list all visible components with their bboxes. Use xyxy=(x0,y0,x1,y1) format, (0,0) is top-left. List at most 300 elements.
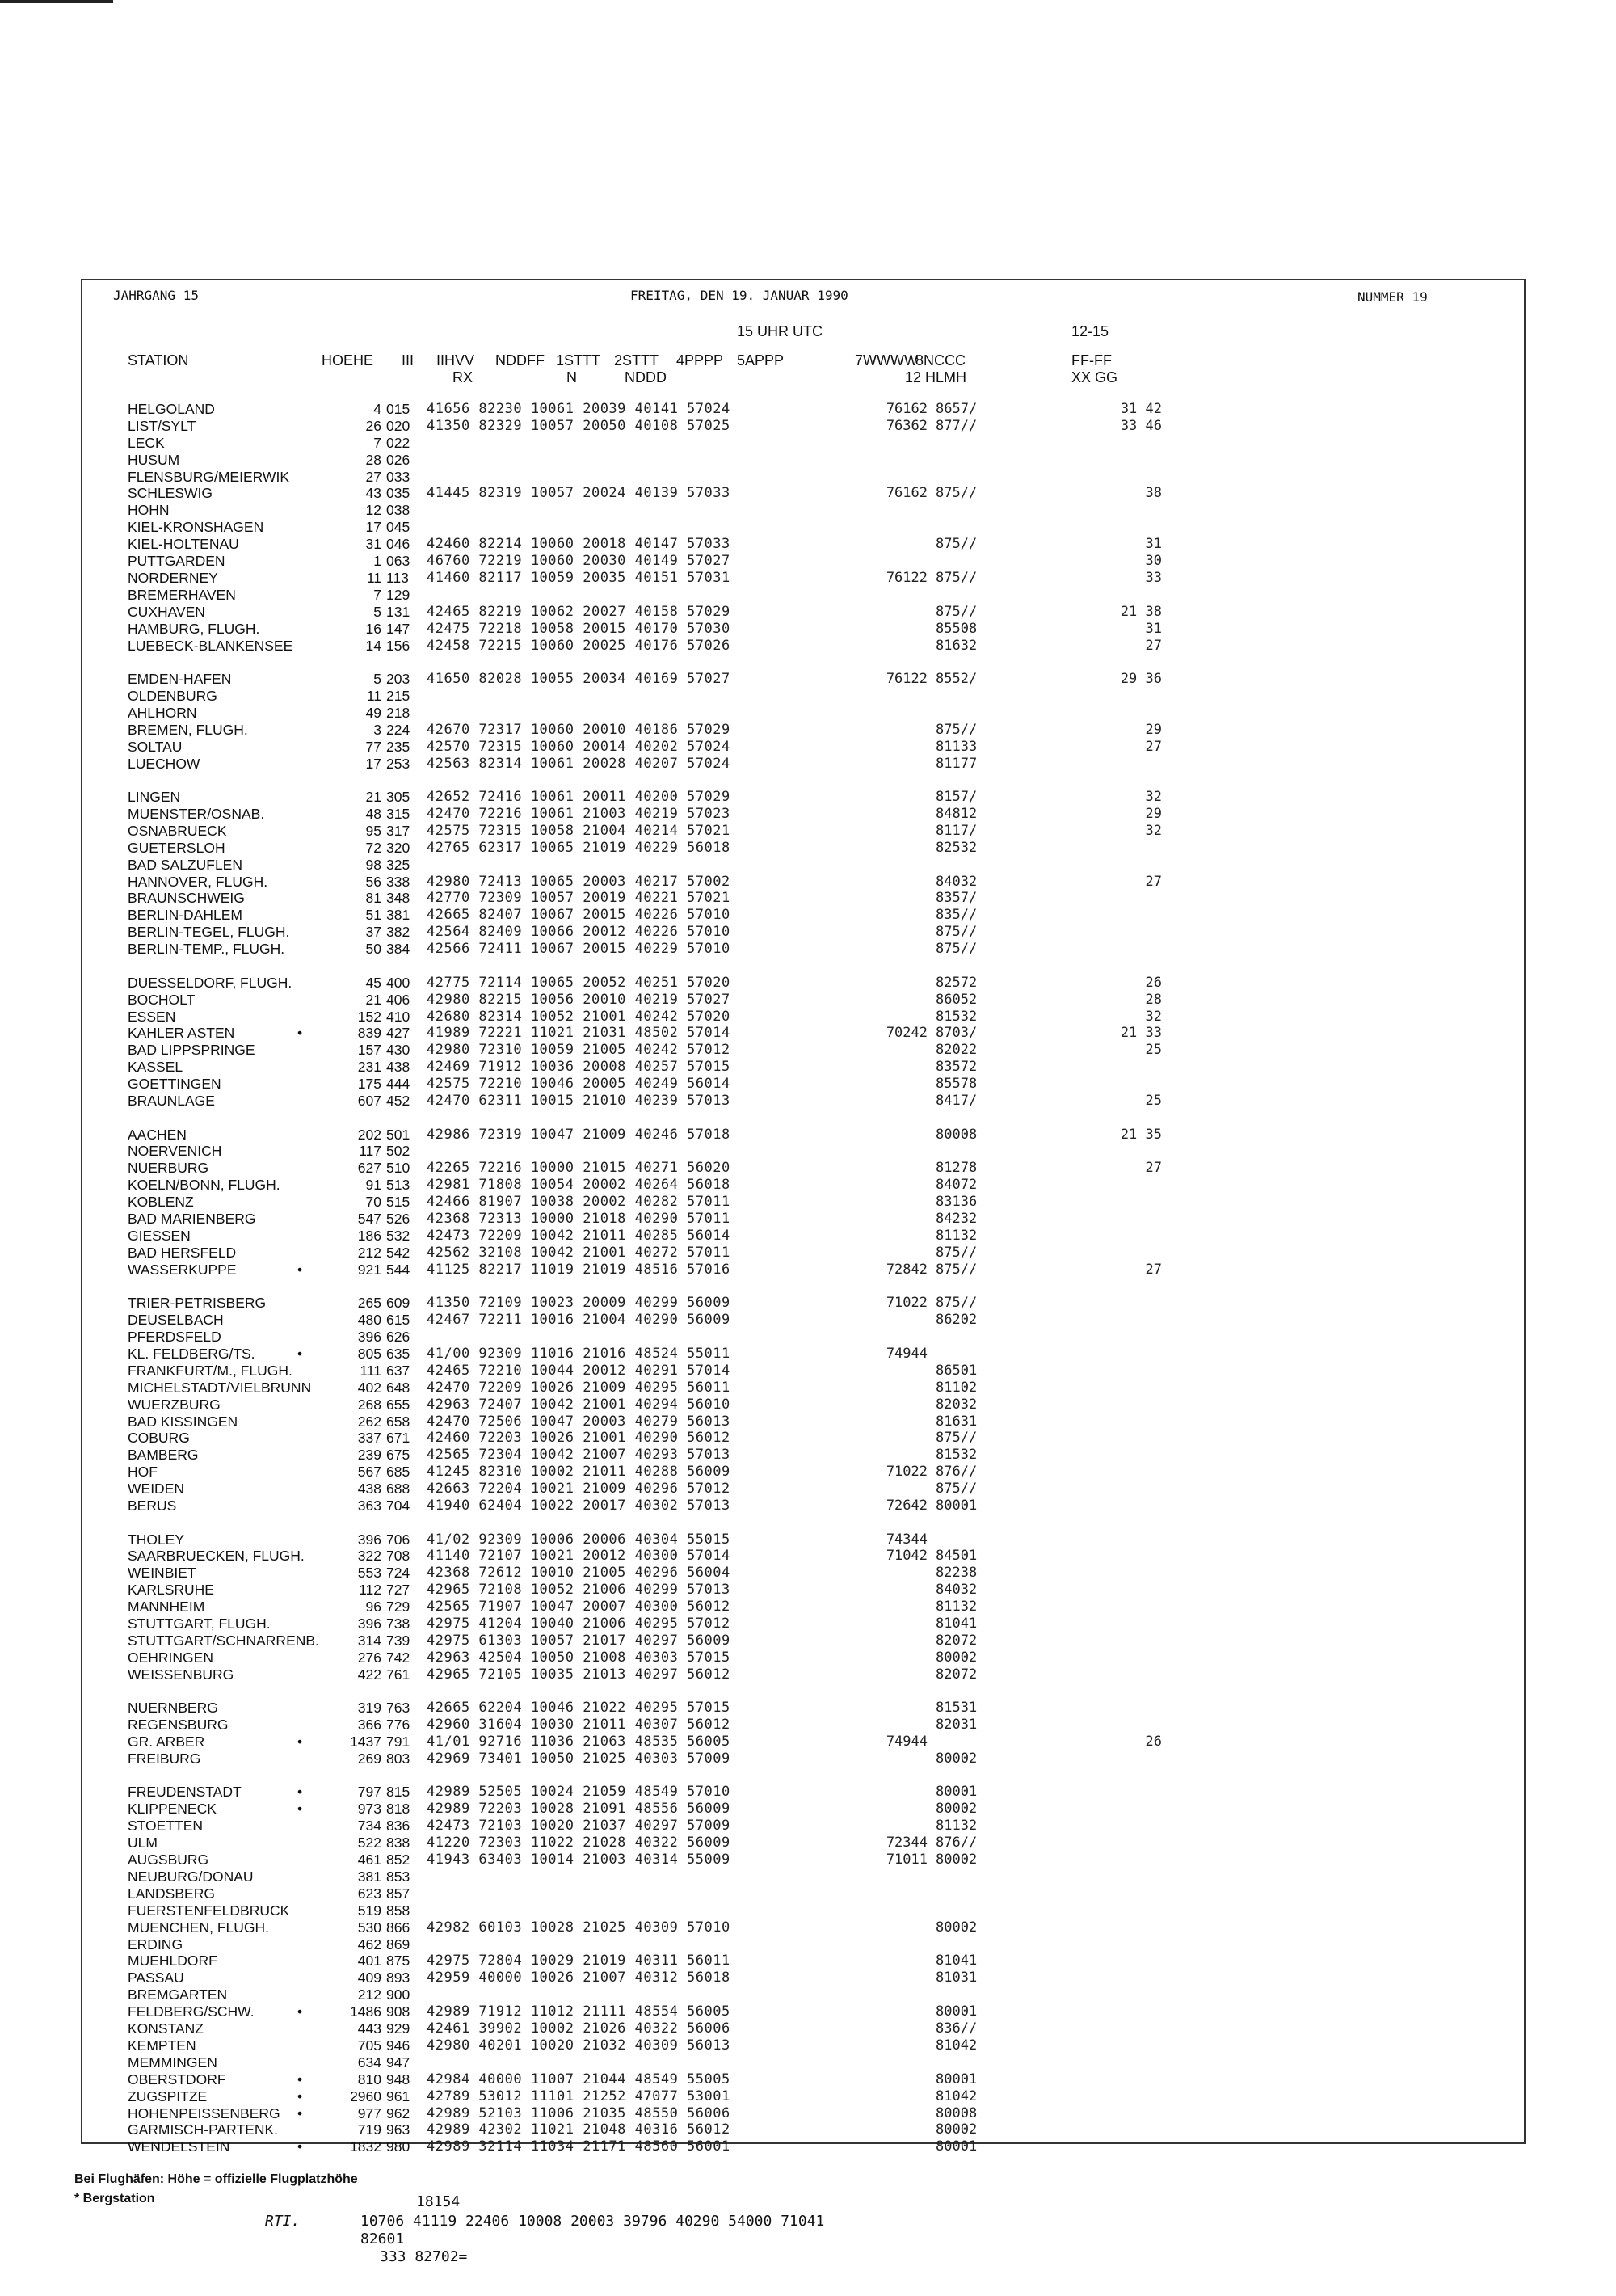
station-name: AHLHORN xyxy=(128,705,197,721)
station-height: 48 xyxy=(365,806,381,822)
station-height: 719 xyxy=(357,2121,381,2138)
synop-groups: 42575 72210 10046 20005 40249 56014 xyxy=(427,1076,730,1092)
cloud-group: 8117/ xyxy=(936,823,978,839)
station-name: SAARBRUECKEN, FLUGH. xyxy=(128,1548,305,1564)
station-height: 16 xyxy=(365,621,381,637)
cloud-group: 877// xyxy=(936,418,978,434)
col-iihvv: IIHVV xyxy=(436,352,475,369)
station-height: 28 xyxy=(365,452,381,468)
synop-groups: 42652 72416 10061 20011 40200 57029 xyxy=(427,789,730,805)
synop-groups: 42460 82214 10060 20018 40147 57033 xyxy=(427,536,730,552)
station-height: 186 xyxy=(357,1228,381,1244)
station-index: 947 xyxy=(386,2054,410,2071)
station-height: 56 xyxy=(365,874,381,890)
station-height: 623 xyxy=(357,1885,381,1902)
col-7wwww: 7WWWW xyxy=(855,352,918,369)
wind-gust: 33 46 xyxy=(1120,418,1162,434)
station-name: KASSEL xyxy=(128,1059,183,1075)
wind-gust: 27 xyxy=(1145,1160,1162,1176)
wind-gust: 27 xyxy=(1145,1262,1162,1278)
cloud-group: 84032 xyxy=(936,874,978,890)
weather-group: 71022 xyxy=(886,1464,928,1480)
station-height: 7 xyxy=(373,587,381,603)
station-index: 315 xyxy=(386,806,410,822)
station-name: ULM xyxy=(128,1835,158,1851)
cloud-group: 80008 xyxy=(936,2105,978,2121)
cloud-group: 80002 xyxy=(936,1750,978,1767)
station-index: 791 xyxy=(386,1734,410,1750)
station-index: 203 xyxy=(386,671,410,687)
synop-groups: 41445 82319 10057 20024 40139 57033 xyxy=(427,485,730,501)
cloud-group: 82238 xyxy=(936,1565,978,1581)
bergstation-mark: • xyxy=(297,1801,303,1817)
wind-gust: 29 xyxy=(1145,806,1162,822)
cloud-group: 80001 xyxy=(936,1784,978,1800)
wind-gust: 25 xyxy=(1145,1093,1162,1109)
station-height: 607 xyxy=(357,1093,381,1109)
station-index: 688 xyxy=(386,1481,410,1497)
station-name: STOETTEN xyxy=(128,1818,204,1834)
cloud-group: 80002 xyxy=(936,1649,978,1666)
station-index: 430 xyxy=(386,1042,410,1058)
synop-groups: 42969 73401 10050 21025 40303 57009 xyxy=(427,1750,730,1767)
station-index: 980 xyxy=(386,2138,410,2155)
station-height: 152 xyxy=(357,1009,381,1025)
synop-groups: 42975 41204 10040 21006 40295 57012 xyxy=(427,1616,730,1632)
synop-groups: 42665 62204 10046 21022 40295 57015 xyxy=(427,1700,730,1716)
station-index: 908 xyxy=(386,2003,410,2020)
station-index: 815 xyxy=(386,1784,410,1800)
synop-groups: 42475 72218 10058 20015 40170 57030 xyxy=(427,621,730,637)
station-name: GOETTINGEN xyxy=(128,1076,221,1092)
cloud-group: 875// xyxy=(936,924,978,940)
station-index: 724 xyxy=(386,1565,410,1581)
station-name: KAHLER ASTEN xyxy=(128,1025,235,1041)
station-index: 022 xyxy=(386,435,410,451)
station-height: 212 xyxy=(357,1986,381,2003)
weather-group: 71011 xyxy=(886,1852,928,1868)
station-index: 818 xyxy=(386,1801,410,1817)
cloud-group: 86202 xyxy=(936,1312,978,1328)
station-height: 480 xyxy=(357,1312,381,1328)
synop-groups: 42960 31604 10030 21011 40307 56012 xyxy=(427,1717,730,1733)
station-name: BERLIN-DAHLEM xyxy=(128,907,242,923)
station-index: 113 xyxy=(386,570,409,586)
station-index: 655 xyxy=(386,1397,410,1413)
wind-gust: 28 xyxy=(1145,992,1162,1008)
station-name: THOLEY xyxy=(128,1531,185,1548)
station-height: 805 xyxy=(357,1346,381,1362)
station-height: 231 xyxy=(357,1059,381,1075)
cloud-group: 84812 xyxy=(936,806,978,822)
station-index: 626 xyxy=(386,1329,410,1345)
cloud-group: 81177 xyxy=(936,756,978,772)
cloud-group: 81042 xyxy=(936,2088,978,2104)
station-name: WENDELSTEIN xyxy=(128,2138,230,2155)
cloud-group: 85578 xyxy=(936,1076,978,1092)
station-index: 526 xyxy=(386,1211,410,1227)
station-name: HUSUM xyxy=(128,452,180,468)
station-height: 31 xyxy=(365,536,381,552)
bergstation-mark: • xyxy=(297,1262,303,1278)
station-index: 253 xyxy=(386,756,410,772)
synop-groups: 42981 71808 10054 20002 40264 56018 xyxy=(427,1177,730,1193)
cloud-group: 82032 xyxy=(936,1397,978,1413)
station-name: BREMEN, FLUGH. xyxy=(128,722,248,738)
cloud-group: 81532 xyxy=(936,1447,978,1463)
synop-groups: 42789 53012 11101 21252 47077 53001 xyxy=(427,2088,730,2104)
cloud-group: 81532 xyxy=(936,1009,978,1025)
station-index: 438 xyxy=(386,1059,410,1075)
weather-group: 71042 xyxy=(886,1548,928,1564)
wind-gust: 33 xyxy=(1145,570,1162,586)
station-name: BAD HERSFELD xyxy=(128,1245,237,1261)
station-height: 262 xyxy=(357,1413,381,1430)
station-name: HELGOLAND xyxy=(128,401,215,417)
synop-groups: 42566 72411 10067 20015 40229 57010 xyxy=(427,941,730,957)
station-index: 513 xyxy=(386,1177,410,1193)
station-index: 776 xyxy=(386,1717,410,1733)
station-height: 522 xyxy=(357,1835,381,1851)
station-name: KARLSRUHE xyxy=(128,1582,214,1598)
synop-groups: 42465 82219 10062 20027 40158 57029 xyxy=(427,604,730,620)
station-index: 803 xyxy=(386,1750,410,1767)
station-name: BAD LIPPSPRINGE xyxy=(128,1042,255,1058)
station-index: 893 xyxy=(386,1970,410,1986)
station-height: 443 xyxy=(357,2020,381,2037)
station-name: EMDEN-HAFEN xyxy=(128,671,232,687)
station-height: 49 xyxy=(365,705,381,721)
col-iii: III xyxy=(402,352,415,369)
synop-groups: 42980 40201 10020 21032 40309 56013 xyxy=(427,2037,730,2054)
station-name: DUESSELDORF, FLUGH. xyxy=(128,975,292,991)
bergstation-mark: • xyxy=(297,2105,303,2121)
col-1sttt: 1STTT xyxy=(556,352,601,369)
synop-groups: 42473 72209 10042 21011 40285 56014 xyxy=(427,1228,730,1244)
weather-group: 76362 xyxy=(886,418,928,434)
weather-group: 70242 xyxy=(886,1025,928,1041)
cloud-group: 83572 xyxy=(936,1059,978,1075)
typed-line-3: 333 82702= xyxy=(380,2248,468,2265)
station-height: 21 xyxy=(365,992,381,1008)
cloud-group: 835// xyxy=(936,907,978,923)
synop-groups: 42458 72215 10060 20025 40176 57026 xyxy=(427,638,730,654)
col-hoehe: HOEHE xyxy=(322,352,374,369)
synop-groups: 42470 62311 10015 21010 40239 57013 xyxy=(427,1093,730,1109)
station-index: 658 xyxy=(386,1413,410,1430)
station-name: GR. ARBER xyxy=(128,1734,205,1750)
station-index: 384 xyxy=(386,941,410,957)
station-name: HOHN xyxy=(128,502,170,518)
synop-groups: 42564 82409 10066 20012 40226 57010 xyxy=(427,924,730,940)
synop-groups: 42680 82314 10052 21001 40242 57020 xyxy=(427,1009,730,1025)
station-name: LECK xyxy=(128,435,165,451)
station-name: NUERNBERG xyxy=(128,1700,218,1716)
cloud-group: 8657/ xyxy=(936,401,978,417)
station-index: 729 xyxy=(386,1599,410,1615)
station-index: 427 xyxy=(386,1025,410,1041)
station-height: 2960 xyxy=(350,2088,381,2104)
station-index: 704 xyxy=(386,1498,410,1514)
station-name: WASSERKUPPE xyxy=(128,1262,237,1278)
station-index: 869 xyxy=(386,1936,410,1953)
station-index: 338 xyxy=(386,874,410,890)
cloud-group: 81133 xyxy=(936,739,978,755)
synop-groups: 41/02 92309 10006 20006 40304 55015 xyxy=(427,1531,730,1548)
cloud-group: 81278 xyxy=(936,1160,978,1176)
station-height: 547 xyxy=(357,1211,381,1227)
station-name: NORDERNEY xyxy=(128,570,218,586)
station-name: ZUGSPITZE xyxy=(128,2088,208,2104)
station-height: 51 xyxy=(365,907,381,923)
station-name: KONSTANZ xyxy=(128,2020,204,2037)
station-index: 381 xyxy=(386,907,410,923)
synop-groups: 41943 63403 10014 21003 40314 55009 xyxy=(427,1852,730,1868)
synop-groups: 42959 40000 10026 21007 40312 56018 xyxy=(427,1970,730,1986)
typed-line-1: 10706 41119 22406 10008 20003 39796 40290 54000 71041 xyxy=(360,2213,825,2230)
station-name: PUTTGARDEN xyxy=(128,553,225,569)
station-height: 519 xyxy=(357,1902,381,1919)
station-name: BAD SALZUFLEN xyxy=(128,857,242,873)
station-name: MEMMINGEN xyxy=(128,2054,217,2071)
station-height: 11 xyxy=(366,570,381,586)
cloud-group: 8417/ xyxy=(936,1093,978,1109)
station-name: CUXHAVEN xyxy=(128,604,205,620)
station-height: 337 xyxy=(357,1430,381,1446)
col-ffff: FF-FF xyxy=(1071,352,1112,369)
station-index: 635 xyxy=(386,1346,410,1362)
station-name: HANNOVER, FLUGH. xyxy=(128,874,268,890)
station-name: KIEL-HOLTENAU xyxy=(128,536,239,552)
station-height: 14 xyxy=(365,638,381,654)
cloud-group: 85508 xyxy=(936,621,978,637)
cloud-group: 82022 xyxy=(936,1042,978,1058)
cloud-group: 875// xyxy=(936,485,978,501)
station-index: 609 xyxy=(386,1295,410,1311)
wind-gust: 32 xyxy=(1145,823,1162,839)
station-height: 212 xyxy=(357,1245,381,1261)
cloud-group: 80002 xyxy=(936,1919,978,1936)
cloud-group: 86052 xyxy=(936,992,978,1008)
station-height: 81 xyxy=(365,890,381,906)
synop-groups: 42965 72105 10035 21013 40297 56012 xyxy=(427,1666,730,1683)
handwritten-mark: RTI. xyxy=(265,2213,301,2230)
cloud-group: 875// xyxy=(936,941,978,957)
station-index: 637 xyxy=(386,1363,410,1379)
station-name: KEMPTEN xyxy=(128,2037,196,2054)
cloud-group: 81102 xyxy=(936,1380,978,1396)
station-name: ERDING xyxy=(128,1936,183,1953)
station-name: KL. FELDBERG/TS. xyxy=(128,1346,255,1362)
cloud-group: 876// xyxy=(936,1835,978,1851)
header-jahrgang: JAHRGANG 15 xyxy=(113,288,199,303)
weather-group: 76122 xyxy=(886,671,928,687)
station-index: 317 xyxy=(386,823,410,839)
station-name: DEUSELBACH xyxy=(128,1312,224,1328)
station-height: 973 xyxy=(357,1801,381,1817)
station-index: 131 xyxy=(386,604,410,620)
station-height: 239 xyxy=(357,1447,381,1463)
station-index: 761 xyxy=(386,1666,410,1683)
wind-gust: 31 42 xyxy=(1120,401,1162,417)
weather-group: 76162 xyxy=(886,485,928,501)
station-index: 852 xyxy=(386,1852,410,1868)
cloud-group: 875// xyxy=(936,570,978,586)
wind-gust: 26 xyxy=(1145,975,1162,991)
station-index: 320 xyxy=(386,840,410,856)
station-height: 401 xyxy=(357,1953,381,1969)
station-name: REGENSBURG xyxy=(128,1717,229,1733)
station-height: 276 xyxy=(357,1649,381,1666)
synop-groups: 41989 72221 11021 21031 48502 57014 xyxy=(427,1025,730,1041)
station-height: 4 xyxy=(373,401,381,417)
wind-gust: 27 xyxy=(1145,638,1162,654)
station-index: 452 xyxy=(386,1093,410,1109)
station-name: GARMISCH-PARTENK. xyxy=(128,2121,279,2138)
station-name: FLENSBURG/MEIERWIK xyxy=(128,469,289,485)
station-name: MANNHEIM xyxy=(128,1599,205,1615)
station-height: 1 xyxy=(373,553,381,569)
cloud-group: 875// xyxy=(936,1295,978,1311)
station-index: 215 xyxy=(386,688,410,704)
bergstation-mark: • xyxy=(297,1734,303,1750)
station-name: STUTTGART/SCHNARRENB. xyxy=(128,1632,319,1649)
station-index: 963 xyxy=(386,2121,410,2138)
station-height: 314 xyxy=(357,1632,381,1649)
station-name: BAD MARIENBERG xyxy=(128,1211,256,1227)
synop-groups: 41/00 92309 11016 21016 48524 55011 xyxy=(427,1346,730,1362)
station-name: HOHENPEISSENBERG xyxy=(128,2105,280,2121)
station-height: 396 xyxy=(357,1616,381,1632)
wind-gust: 38 xyxy=(1145,485,1162,501)
col-4pppp: 4PPPP xyxy=(676,352,724,369)
station-height: 98 xyxy=(365,857,381,873)
station-height: 921 xyxy=(357,1262,381,1278)
synop-groups: 42989 42302 11021 21048 40316 56012 xyxy=(427,2121,730,2138)
synop-groups: 41220 72303 11022 21028 40322 56009 xyxy=(427,1835,730,1851)
synop-groups: 42980 72413 10065 20003 40217 57002 xyxy=(427,874,730,890)
cloud-group: 875// xyxy=(936,1245,978,1261)
wind-gust: 27 xyxy=(1145,874,1162,890)
station-index: 026 xyxy=(386,452,410,468)
station-name: FRANKFURT/M., FLUGH. xyxy=(128,1363,292,1379)
cloud-group: 80008 xyxy=(936,1127,978,1143)
wind-gust: 31 xyxy=(1145,536,1162,552)
station-index: 046 xyxy=(386,536,410,552)
col-nddd: NDDD xyxy=(625,369,667,385)
cloud-group: 81531 xyxy=(936,1700,978,1716)
station-name: OEHRINGEN xyxy=(128,1649,213,1666)
station-height: 157 xyxy=(357,1042,381,1058)
synop-groups: 41650 82028 10055 20034 40169 57027 xyxy=(427,671,730,687)
station-index: 946 xyxy=(386,2037,410,2054)
station-height: 422 xyxy=(357,1666,381,1683)
cloud-group: 8157/ xyxy=(936,789,978,805)
station-index: 382 xyxy=(386,924,410,940)
synop-groups: 42461 39902 10002 21026 40322 56006 xyxy=(427,2020,730,2037)
header-nummer: NUMMER 19 xyxy=(1357,289,1428,305)
station-height: 45 xyxy=(365,975,381,991)
wind-gust: 32 xyxy=(1145,1009,1162,1025)
weather-group: 76162 xyxy=(886,401,928,417)
station-height: 839 xyxy=(357,1025,381,1041)
station-index: 305 xyxy=(386,789,410,805)
station-name: WUERZBURG xyxy=(128,1397,221,1413)
station-height: 5 xyxy=(373,604,381,620)
synop-groups: 42975 72804 10029 21019 40311 56011 xyxy=(427,1953,730,1969)
synop-groups: 41656 82230 10061 20039 40141 57024 xyxy=(427,401,730,417)
station-height: 50 xyxy=(365,941,381,957)
synop-groups: 42670 72317 10060 20010 40186 57029 xyxy=(427,722,730,738)
station-height: 12 xyxy=(365,502,381,518)
cloud-group: 876// xyxy=(936,1464,978,1480)
station-index: 410 xyxy=(386,1009,410,1025)
station-height: 402 xyxy=(357,1380,381,1396)
synop-groups: 42466 81907 10038 20002 40282 57011 xyxy=(427,1194,730,1210)
station-name: OBERSTDORF xyxy=(128,2071,226,2087)
station-height: 1437 xyxy=(350,1734,381,1750)
synop-groups: 42980 82215 10056 20010 40219 57027 xyxy=(427,992,730,1008)
station-name: SOLTAU xyxy=(128,739,183,755)
synop-groups: 42465 72210 10044 20012 40291 57014 xyxy=(427,1363,730,1379)
wind-gust: 30 xyxy=(1145,553,1162,569)
cloud-group: 81132 xyxy=(936,1818,978,1834)
cloud-group: 80001 xyxy=(936,2138,978,2155)
station-name: OSNABRUECK xyxy=(128,823,227,839)
station-index: 857 xyxy=(386,1885,410,1902)
station-height: 265 xyxy=(357,1295,381,1311)
synop-groups: 41245 82310 10002 21011 40288 56009 xyxy=(427,1464,730,1480)
station-name: BERUS xyxy=(128,1498,177,1514)
station-name: BREMGARTEN xyxy=(128,1986,228,2003)
station-name: MUEHLDORF xyxy=(128,1953,217,1969)
station-index: 020 xyxy=(386,418,410,434)
synop-groups: 42562 32108 10042 21001 40272 57011 xyxy=(427,1245,730,1261)
header-date: FREITAG, DEN 19. JANUAR 1990 xyxy=(630,288,848,303)
col-xxgg: XX GG xyxy=(1071,369,1118,385)
station-height: 810 xyxy=(357,2071,381,2087)
station-name: FUERSTENFELDBRUCK xyxy=(128,1902,290,1919)
synop-groups: 42989 52103 11006 21035 48550 56006 xyxy=(427,2105,730,2121)
station-index: 648 xyxy=(386,1380,410,1396)
station-index: 875 xyxy=(386,1953,410,1969)
station-height: 37 xyxy=(365,924,381,940)
cloud-group: 80001 xyxy=(936,2003,978,2020)
col-rx: RX xyxy=(452,369,473,385)
station-height: 396 xyxy=(357,1531,381,1548)
station-name: WEINBIET xyxy=(128,1565,196,1581)
synop-groups: 41940 62404 10022 20017 40302 57013 xyxy=(427,1498,730,1514)
station-name: FREUDENSTADT xyxy=(128,1784,242,1800)
station-name: PFERDSFELD xyxy=(128,1329,221,1345)
station-height: 634 xyxy=(357,2054,381,2071)
station-index: 325 xyxy=(386,857,410,873)
synop-groups: 42473 72103 10020 21037 40297 57009 xyxy=(427,1818,730,1834)
station-name: AACHEN xyxy=(128,1127,187,1143)
station-height: 43 xyxy=(365,485,381,501)
cloud-group: 81631 xyxy=(936,1413,978,1430)
station-name: HOF xyxy=(128,1464,158,1480)
footnote-bergstation: * Bergstation xyxy=(74,2192,155,2205)
station-height: 734 xyxy=(357,1818,381,1834)
station-index: 035 xyxy=(386,485,410,501)
cloud-group: 81632 xyxy=(936,638,978,654)
station-height: 553 xyxy=(357,1565,381,1581)
cloud-group: 80002 xyxy=(936,2121,978,2138)
synop-groups: 42989 72203 10028 21091 48556 56009 xyxy=(427,1801,730,1817)
station-height: 1486 xyxy=(350,2003,381,2020)
wind-gust: 26 xyxy=(1145,1734,1162,1750)
